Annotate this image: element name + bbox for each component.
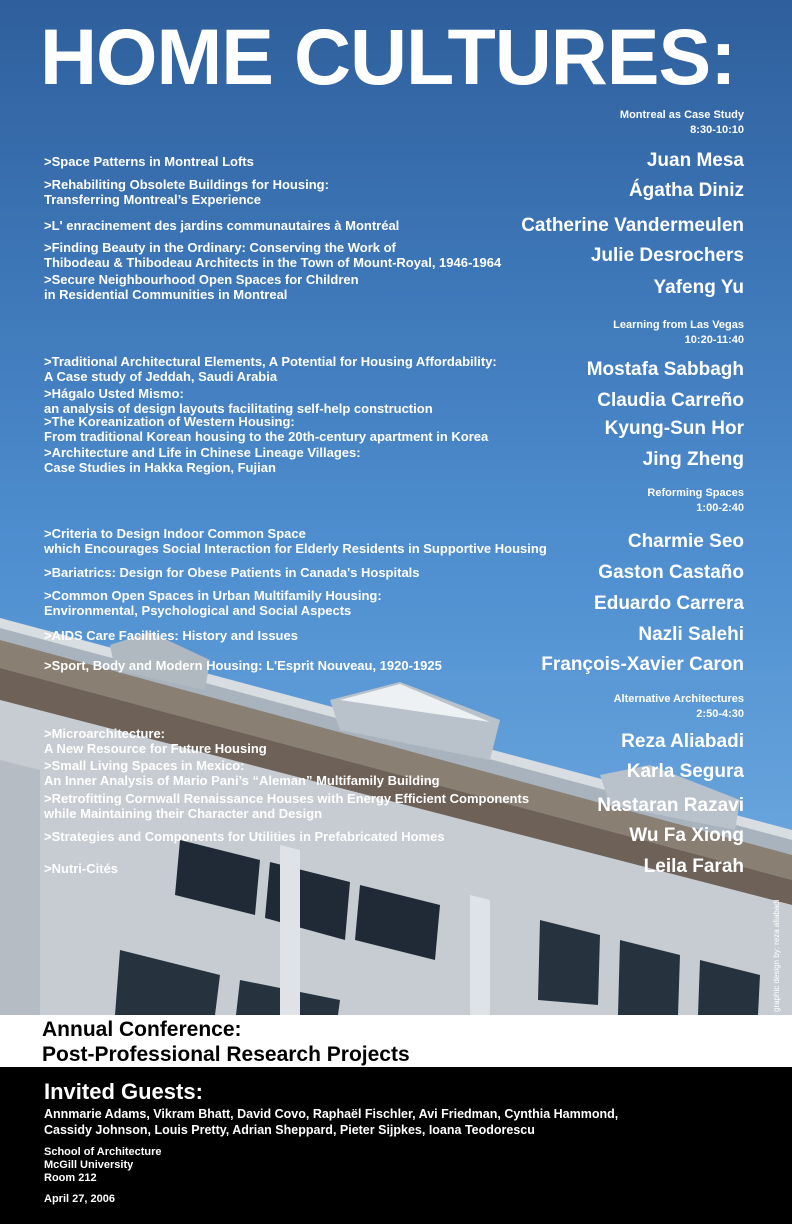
speaker-name: Karla Segura [626,761,744,782]
session-time: 10:20-11:40 [684,334,744,346]
speaker-name: Charmie Seo [627,531,744,552]
talk-line: A New Resource for Future Housing [44,741,267,756]
talk-title [44,861,118,876]
talk-title [44,726,267,756]
talk-line: >The Koreanization of Western Housing: [44,414,295,429]
talk-line: >Microarchitecture: [44,726,166,741]
talk-title [44,154,254,169]
session-time: 2:50-4:30 [696,708,744,720]
poster-title: HOME CULTURES: [40,12,736,101]
footer [0,1067,792,1224]
talk-title [44,240,501,270]
guests-heading: Invited Guests: [44,1079,203,1104]
talk-title [44,272,359,302]
session-header [613,318,744,348]
speaker-name: Catherine Vandermeulen [521,215,744,236]
venue-room: Room 212 [44,1172,97,1184]
speaker-name: Nastaran Razavi [597,795,744,816]
talk-title [44,628,298,643]
speaker-name: Ágatha Diniz [628,180,744,201]
talk-line: >Finding Beauty in the Ordinary: Conserving the Work of [44,240,396,255]
session-name: Alternative Architectures [613,693,744,705]
talk-line: >Criteria to Design Indoor Common Space [44,526,306,541]
talk-title [44,177,329,207]
talk-line: Thibodeau & Thibodeau Architects in the Town of Mount-Royal, 1946-1964 [44,255,502,270]
talk-line: >L' enracinement des jardins communautaires à Montréal [44,218,400,233]
talk-line: while Maintaining their Character and Design [44,806,323,821]
talk-line: >Bariatrics: Design for Obese Patients in Canada's Hospitals [44,565,420,580]
talk-line: >Retrofitting Cornwall Renaissance Houses with Energy Efficient Components [44,791,530,806]
speaker-name: Nazli Salehi [638,624,744,645]
speaker-name: Claudia Carreño [597,390,744,411]
talk-title [44,758,440,788]
speaker-name: Juan Mesa [646,150,744,171]
session-time: 8:30-10:10 [690,124,744,136]
session-header [614,692,744,722]
speaker-name: François-Xavier Caron [541,654,744,675]
talk-line: >AIDS Care Facilities: History and Issues [44,628,298,643]
speaker-name: Wu Fa Xiong [629,825,744,846]
talk-title [44,526,547,556]
guests-list-line: Cassidy Johnson, Louis Pretty, Adrian Sheppard, Pieter Sijpkes, Ioana Teodorescu [44,1123,535,1137]
talk-line: >Common Open Spaces in Urban Multifamily Housing: [44,588,382,603]
talk-title [44,386,433,416]
conference-subtitle: Post-Professional Research Projects [42,1043,410,1066]
talk-line: >Architecture and Life in Chinese Lineage Villages: [44,445,361,460]
session-name: Montreal as Case Study [619,109,744,121]
venue-university: McGill University [44,1159,134,1171]
talk-line: Transferring Montreal’s Experience [44,192,261,207]
talk-line: >Traditional Architectural Elements, A Potential for Housing Affordability: [44,354,497,369]
speaker-name: Kyung-Sun Hor [604,418,744,439]
talk-title [44,414,488,444]
speaker-name: Leila Farah [643,856,744,877]
talk-line: >Sport, Body and Modern Housing: L'Esprit Nouveau, 1920-1925 [44,658,442,673]
session-header [620,108,744,138]
speaker-name: Yafeng Yu [653,277,744,298]
talk-title [44,218,399,233]
speaker-name: Mostafa Sabbagh [586,359,744,380]
speaker-name: Gaston Castaño [598,562,744,583]
talk-line: >Rehabiliting Obsolete Buildings for Housing: [44,177,329,192]
talk-line: >Hágalo Usted Mismo: [44,386,184,401]
talk-line: >Space Patterns in Montreal Lofts [44,154,254,169]
speaker-name: Reza Aliabadi [621,731,744,752]
talk-line: >Strategies and Components for Utilities in Prefabricated Homes [44,829,445,844]
session-name: Reforming Spaces [647,487,744,499]
talk-title [44,791,529,821]
talk-line: A Case study of Jeddah, Saudi Arabia [44,369,278,384]
talk-line: >Nutri-Cités [44,861,119,876]
talk-title [44,588,382,618]
guests-list-line: Annmarie Adams, Vikram Bhatt, David Covo, Raphaël Fischler, Avi Friedman, Cynthia Hammond, [44,1107,619,1121]
event-date: April 27, 2006 [44,1193,115,1205]
session-name: Learning from Las Vegas [613,319,744,331]
speaker-name: Jing Zheng [642,449,744,470]
talk-title [44,354,497,384]
session-time: 1:00-2:40 [696,502,744,514]
talk-title [44,445,361,475]
session-header [647,486,744,516]
venue-school: School of Architecture [44,1146,162,1158]
talk-line: >Small Living Spaces in Mexico: [44,758,245,773]
talk-line: >Secure Neighbourhood Open Spaces for Children [44,272,359,287]
talk-line: From traditional Korean housing to the 20th-century apartment in Korea [44,429,489,444]
talk-line: an analysis of design layouts facilitating self-help construction [44,401,433,416]
speaker-name: Julie Desrochers [590,245,744,266]
talk-title [44,829,445,844]
talk-line: which Encourages Social Interaction for Elderly Residents in Supportive Housing [44,541,547,556]
conference-title: Annual Conference: [42,1018,242,1041]
talk-line: An Inner Analysis of Mario Pani’s “Aleman” Multifamily Building [44,773,440,788]
talk-line: Case Studies in Hakka Region, Fujian [44,460,276,475]
talk-line: Environmental, Psychological and Social Aspects [44,603,352,618]
speaker-name: Eduardo Carrera [594,593,744,614]
design-credit: graphic design by: reza aliabadi [772,899,781,1012]
conference-band [0,1015,792,1067]
talk-line: in Residential Communities in Montreal [44,287,288,302]
talk-title [44,565,420,580]
talk-title [44,658,442,673]
